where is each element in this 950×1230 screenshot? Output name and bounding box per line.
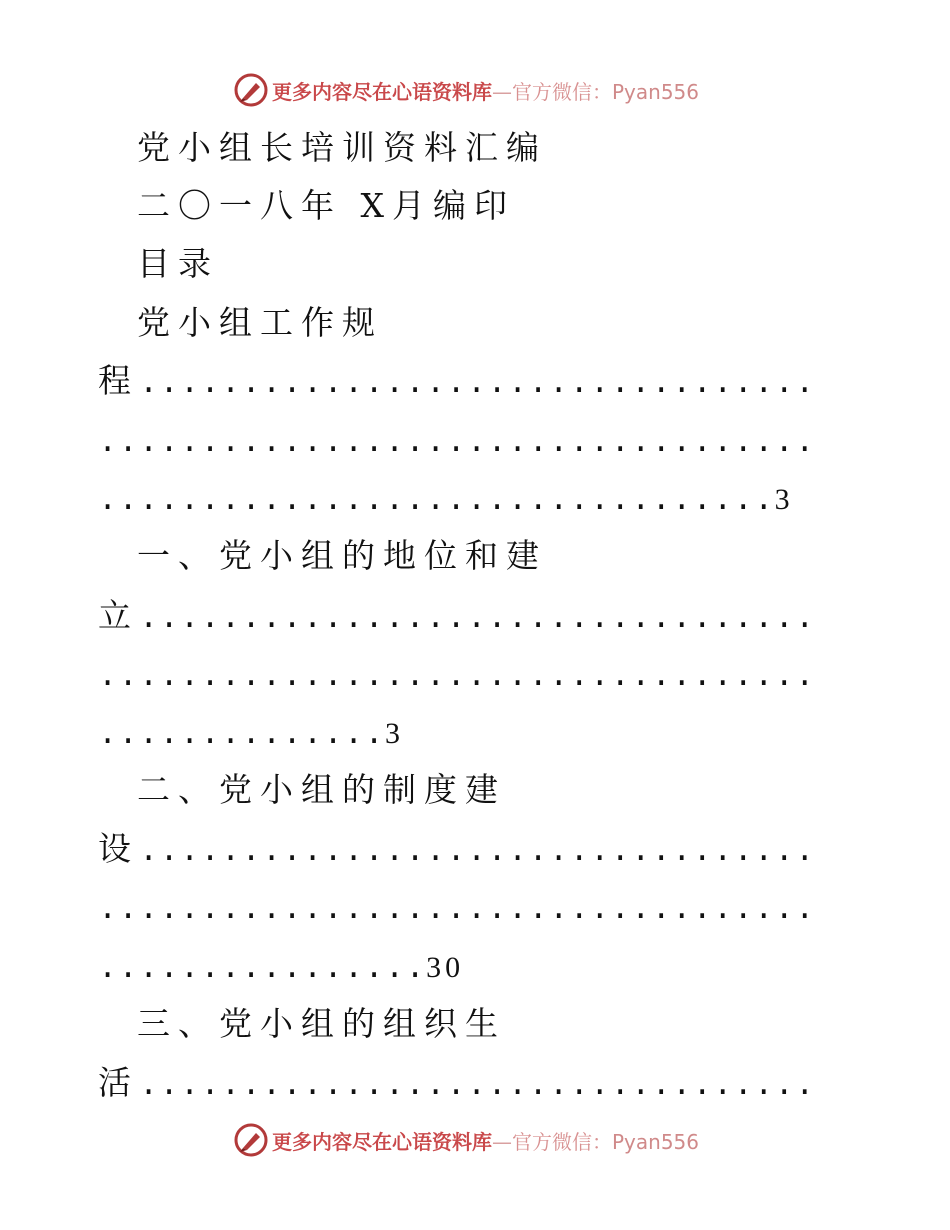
toc-entry-head: 党小组工作规 [137,303,383,342]
toc-entry-tail: 设 [98,829,139,868]
toc-leader-row [98,420,816,463]
toc-entry-tail-row [98,829,816,872]
pen-logo-icon [234,73,268,107]
toc-page-number: 3 [774,483,794,516]
toc-entry-tail: 程 [98,361,139,400]
toc-page-row [98,712,404,755]
document-date: 二〇一八年 X月编印 [137,186,515,225]
document-title: 党小组长培训资料汇编 [137,128,547,167]
toc-leader-dots: ................ [98,950,427,987]
watermark-banner-bottom [234,1120,699,1160]
watermark-text: 更多内容尽在心语资料库—官方微信：Pyan556 [272,79,700,104]
toc-leader-dots: ................................... [98,424,816,461]
toc-page-number: 30 [426,951,465,984]
toc-leader-dots: .............. [98,716,386,753]
toc-leader-dots: ................................. [139,365,816,402]
toc-leader-row [98,654,816,697]
toc-entry-head: 二、党小组的制度建 [137,770,506,809]
watermark-text: 更多内容尽在心语资料库—官方微信：Pyan556 [272,1129,700,1154]
toc-leader-dots: ................................. [139,600,816,637]
toc-entry-tail-row [98,1063,816,1106]
toc-leader-dots: ................................. [98,482,775,519]
toc-leader-dots: ................................... [98,658,816,695]
watermark-banner-top [234,70,699,110]
toc-entry-head: 一、党小组的地位和建 [137,536,547,575]
toc-entry-tail: 立 [98,596,139,635]
toc-entry-tail: 活 [98,1063,139,1102]
toc-page-number: 3 [385,717,405,750]
toc-page-row [98,946,464,989]
toc-leader-dots: ................................. [139,1067,816,1104]
toc-entry-head: 三、党小组的组织生 [137,1004,506,1043]
pen-logo-icon [234,1123,268,1157]
toc-heading: 目录 [137,244,219,283]
toc-leader-row [98,887,816,930]
toc-entry-tail-row [98,361,816,404]
toc-leader-dots: ................................... [98,891,816,928]
toc-entry-tail-row [98,596,816,639]
toc-leader-dots: ................................. [139,833,816,870]
toc-page-row [98,478,794,521]
